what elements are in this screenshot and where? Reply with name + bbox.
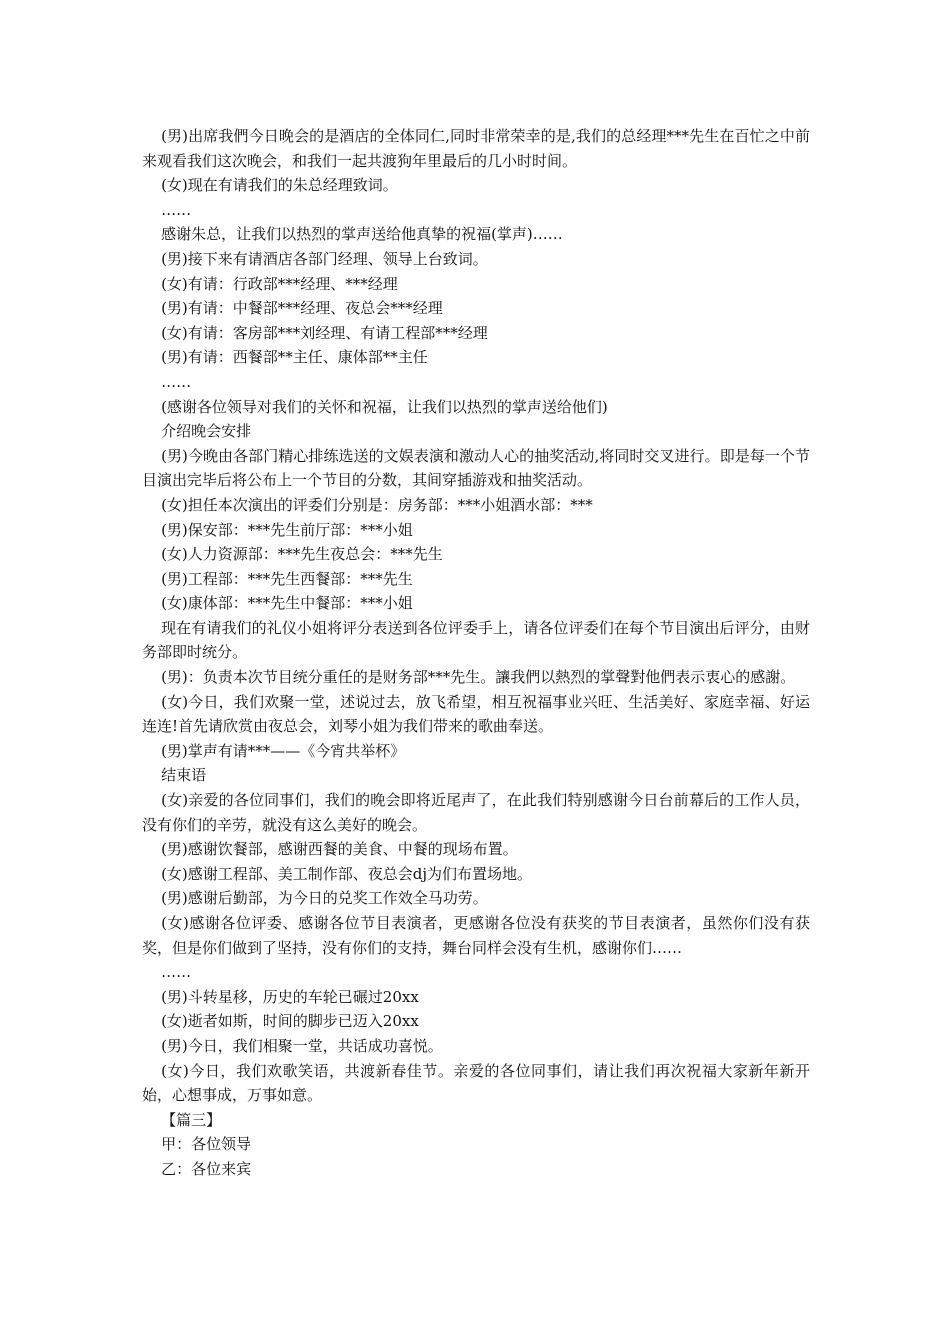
paragraph: (女)担任本次演出的评委们分别是：房务部：***小姐酒水部：*** [161, 495, 593, 514]
section-heading: 结束语 [161, 766, 207, 785]
paragraph: (男)保安部：***先生前厅部：***小姐 [161, 520, 413, 539]
paragraph: 现在有请我们的礼仪小姐将评分表送到各位评委手上，请各位评委们在每个节目演出后评分，由财务部即时统分。 [142, 618, 810, 662]
paragraph: (女)人力资源部：***先生夜总会：***先生 [161, 545, 443, 564]
paragraph: (女)有请：行政部***经理、***经理 [161, 274, 398, 293]
paragraph: (女)亲爱的各位同事们，我们的晚会即将近尾声了，在此我们特别感谢今日台前幕后的工作人员，没有你们的辛劳，就没有这么美好的晚会。 [142, 791, 810, 834]
section-heading: 介绍晚会安排 [161, 422, 252, 441]
paragraph: (女)有请：客房部***刘经理、有请工程部***经理 [161, 323, 488, 342]
paragraph: (男)感谢饮餐部，感谢西餐的美食、中餐的现场布置。 [161, 840, 518, 859]
section-heading: 【篇三】 [161, 1110, 222, 1129]
paragraph: (感谢各位领导对我们的关怀和祝福，让我们以热烈的掌声送给他们) [161, 397, 608, 416]
paragraph: …… [161, 372, 192, 391]
document-body [142, 124, 810, 1182]
paragraph: (男)有请：西餐部**主任、康体部**主任 [161, 348, 428, 367]
paragraph: (男)接下来有请酒店各部门经理、领导上台致词。 [161, 249, 488, 268]
paragraph: (女)感谢各位评委、感谢各位节目表演者，更感谢各位没有获奖的节目表演者，虽然你们没有获奖，但是你们做到了坚持，没有你们的支持，舞台同样会没有生机，感谢你们…… [142, 914, 810, 957]
paragraph: (男)今晚由各部门精心排练选送的文娱表演和激动人心的抽奖活动,将同时交叉进行。即是每一个节目演出完毕后将公布上一个节目的分数，其间穿插游戏和抽奖活动。 [142, 446, 810, 490]
paragraph: (男)斗转星移，历史的车轮已碾过20xx [161, 987, 419, 1006]
paragraph: (女)今日，我们欢歌笑语，共渡新春佳节。亲爱的各位同事们，请让我们再次祝福大家新年新开始，心想事成，万事如意。 [142, 1061, 810, 1105]
paragraph: (男)：负责本次节目统分重任的是财务部***先生。讓我們以熱烈的掌聲對他們表示衷心的感謝。 [161, 668, 796, 687]
paragraph: (男)出席我們今日晚会的是酒店的全体同仁,同时非常荣幸的是,我们的总经理***先生在百忙之中前来观看我们这次晚会，和我们一起共渡狗年里最后的几小时时间。 [142, 127, 810, 170]
paragraph: 乙：各位来宾 [161, 1159, 252, 1178]
paragraph: (女)逝者如斯，时间的脚步已迈入20xx [161, 1012, 419, 1031]
paragraph: (男)感谢后勤部，为今日的兑奖工作效全马功劳。 [161, 889, 488, 908]
paragraph: (女)康体部：***先生中餐部：***小姐 [161, 594, 413, 613]
paragraph: 感谢朱总，让我们以热烈的掌声送给他真挚的祝福(掌声)…… [161, 225, 563, 244]
paragraph: (女)感谢工程部、美工制作部、夜总会dj为们布置场地。 [161, 864, 533, 883]
paragraph: (男)有请：中餐部***经理、夜总会***经理 [161, 299, 443, 318]
paragraph: (男)工程部：***先生西餐部：***先生 [161, 569, 413, 588]
paragraph: (男)今日，我们相聚一堂，共话成功喜悦。 [161, 1036, 443, 1055]
paragraph: 甲：各位领导 [161, 1135, 252, 1154]
paragraph: (女)今日，我们欢聚一堂，述说过去，放飞希望，相互祝福事业兴旺、生活美好、家庭幸福、好运连连!首先请欣赏由夜总会，刘琴小姐为我们带来的歌曲奉送。 [142, 692, 810, 736]
paragraph: (男)掌声有请***——《今宵共举杯》 [161, 741, 406, 760]
paragraph: …… [161, 200, 192, 219]
paragraph: (女)现在有请我们的朱总经理致词。 [161, 176, 398, 195]
paragraph: …… [161, 963, 192, 982]
